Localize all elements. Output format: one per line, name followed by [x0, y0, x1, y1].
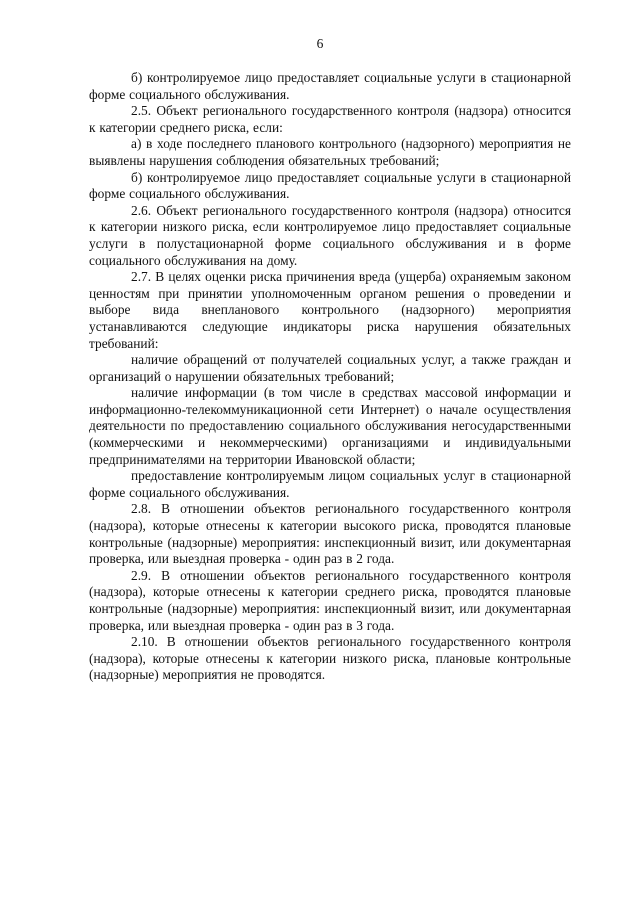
- paragraph-indicator-complaints: наличие обращений от получателей социальных услуг, а также граждан и организаций о нарушении обязательных требований;: [89, 352, 571, 384]
- paragraph-2-10: 2.10. В отношении объектов регионального государственного контроля (надзора), которые отнесены к категории низкого риска, плановые контрольные (надзорные) мероприятия не проводятся.: [89, 634, 571, 683]
- paragraph-2-5: 2.5. Объект регионального государственного контроля (надзора) относится к категории среднего риска, если:: [89, 103, 571, 135]
- paragraph-2-6: 2.6. Объект регионального государственного контроля (надзора) относится к категории низкого риска, если контролируемое лицо предоставляет социальные услуги в полустационарной форме социального обслуживания и в форме социального обслуживания на дому.: [89, 202, 571, 268]
- paragraph-2-9: 2.9. В отношении объектов регионального государственного контроля (надзора), которые отнесены к категории среднего риска, проводятся плановые контрольные (надзорные) мероприятия: инспекционный визит, или документарная проверка, или выездная проверка - один раз в 3 года.: [89, 567, 571, 633]
- page-number: 6: [316, 36, 324, 51]
- paragraph-subitem-b-high-risk: б) контролируемое лицо предоставляет социальные услуги в стационарной форме социального обслуживания.: [89, 70, 571, 102]
- paragraph-indicator-stationary-services: предоставление контролируемым лицом социальных услуг в стационарной форме социального обслуживания.: [89, 468, 571, 500]
- paragraph-subitem-a-medium-risk: а) в ходе последнего планового контрольного (надзорного) мероприятия не выявлены нарушения соблюдения обязательных требований;: [89, 136, 571, 168]
- document-body: [89, 70, 571, 684]
- paragraph-subitem-b-medium-risk: б) контролируемое лицо предоставляет социальные услуги в стационарной форме социального обслуживания.: [89, 169, 571, 202]
- paragraph-indicator-information: наличие информации (в том числе в средствах массовой информации и информационно-телекоммуникационной сети Интернет) о начале осуществления деятельности по предоставлению социального обслуживания негосударственными (коммерческими и некоммерческими) организациями и индивидуальными предпринимателями на территории Ивановской области;: [89, 385, 571, 467]
- paragraph-2-7: 2.7. В целях оценки риска причинения вреда (ущерба) охраняемым законом ценностям при принятии уполномоченным органом решения о проведении и выборе вида внепланового контрольного (надзорного) мероприятия устанавливаются следующие индикаторы риска нарушения обязательных требований:: [89, 269, 571, 351]
- paragraph-2-8: 2.8. В отношении объектов регионального государственного контроля (надзора), которые отнесены к категории высокого риска, проводятся плановые контрольные (надзорные) мероприятия: инспекционный визит, или документарная проверка, или выездная проверка - один раз в 2 года.: [89, 501, 571, 567]
